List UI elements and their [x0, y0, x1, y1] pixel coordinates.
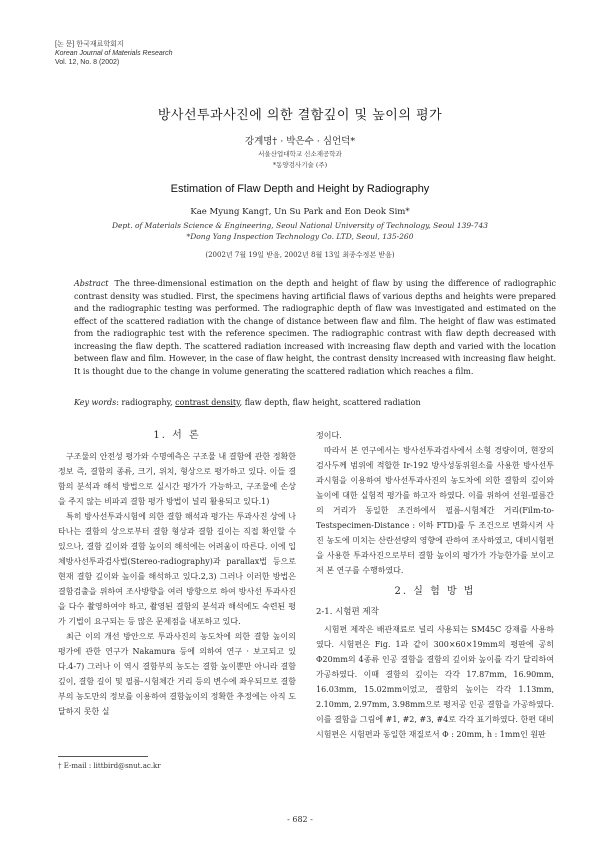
journal-volume: Vol. 12, No. 8 (2002): [55, 59, 120, 66]
journal-name-ko: [논 문] 한국재료학회지: [55, 41, 124, 48]
right-column: [316, 428, 554, 742]
section-heading-methods: 2. 실 험 방 법: [394, 586, 476, 597]
affiliation-english: [0, 220, 600, 242]
footnote-divider: [58, 756, 148, 757]
methods-paragraph-1: 시험편 제작은 배관재료로 널리 사용되는 SM45C 강재를 사용하였다. 시험편은 Fig. 1과 같이 300×60×19mm의 평판에 공히 Φ20mm의 4종류 인공 결함을 결함의 깊이와 높이를 각기 달리하여 가공하였다. 이때 결함의 깊이는 각각 17.87mm, 16.90mm, 16.03mm, 15.02mm이었고, 결함의 높이는 각각 1.13mm, 2.10mm, 2.97mm, 3.98mm으로 평저공 인공 결함을 가공하였다. 이를 결함을 그림에 #1, #2, #3, #4로 각각 표기하였다. 한편 대비시험편은 시험편과 동일한 재질로서 Φ : 20mm, h : 1mm인 원판: [316, 625, 554, 739]
title-english: Estimation of Flaw Depth and Height by Radiography: [170, 183, 430, 195]
keywords-post: , flaw depth, flaw height, scattered radiation: [239, 398, 421, 407]
keywords-pre: : radiography,: [116, 398, 176, 407]
affiliation-ko-1: 서울산업대학교 신소재공학과: [258, 150, 342, 158]
intro-paragraph-1: 구조물의 안전성 평가와 수명예측은 구조물 내 결함에 관한 정확한 정보 즉, 결함의 종류, 크기, 위치, 형상으로 평가하고 있다. 이들 결함의 분석과 해석 방법으로 실시간 평가가 가능하고, 구조물에 손상을 주지 않는 비파괴 결함 평가 방법이 널리 활용되고 있다.1): [58, 452, 296, 506]
keywords-underlined: contrast density: [175, 398, 240, 407]
abstract: [74, 278, 556, 378]
abstract-text: The three-dimensional estimation on the depth and height of flaw by using the difference of radiographic contrast density was studied. First, the specimens having artificial flaws of various depths and heights were prepared and the radiographic testing was performed. The radiographic depth of flaw was investigated and estimated on the effect of the scattered radiation with the change of distance between flaw and film. The height of flaw was estimated from the radiographic test with the reference specimen. The radiographic contrast with flaw depth decreased with increasing the flaw depth. The scattered radiation increased with increasing flaw depth and varied with the location between flaw and film. However, in the case of flaw height, the contrast density increased with increasing flaw height. It is thought due to the change in volume generating the scattered radiation which reaches a film.: [74, 279, 556, 376]
intro-continued: 정이다.: [316, 431, 342, 440]
journal-header: [55, 40, 173, 67]
affiliation-en-1: Dept. of Materials Science & Engineering, Seoul National University of Technology, Seoul 139-743: [111, 221, 489, 230]
title-korean: 방사선투과사진에 의한 결함깊이 및 높이의 평가: [157, 108, 443, 123]
affiliation-en-2: *Dong Yang Inspection Technology Co. LTD, Seoul, 135-260: [186, 232, 414, 241]
intro-paragraph-2: 특히 방사선투과시험에 의한 결함 해석과 평가는 투과사진 상에 나타나는 결함의 상으로부터 결함 형상과 결함 길이는 직접 확인할 수 있으나, 결함 깊이와 결함 높이의 해석에는 어려움이 따른다. 이에 입체방사선투과검사법(Stereo-radiography)과 parallax법 등으로 현재 결함 깊이와 높이를 해석하고 있다.2,3) 그러나 이러한 방법은 결함검출을 위하여 조사방향을 여러 방향으로 하여 방사선 투과사진을 다수 촬영하여야 하고, 촬영된 결함의 분석과 해석에도 숙련된 평가 기법이 요구되는 등 많은 문제점을 내포하고 있다.: [58, 512, 296, 626]
intro-paragraph-3: 최근 이의 개선 방안으로 투과사진의 농도차에 의한 결함 높이의 평가에 관한 연구가 Nakamura 등에 의하여 연구 · 보고되고 있다.4-7) 그러나 이 역시 결함부의 농도는 결함 높이뿐만 아니라 결함 깊이, 결함 길이 및 필름-시험체간 거리 등의 변수에 좌우되므로 결함부의 농도만의 정보를 이용하여 결함높이의 정확한 추정에는 아직 도달하지 못한 실: [58, 632, 296, 716]
page-number: - 682 -: [287, 815, 313, 824]
section-heading-introduction: 1. 서 론: [153, 430, 201, 441]
affiliation-ko-2: *동양검사기술 (주): [272, 161, 328, 169]
intro-paragraph-4: 따라서 본 연구에서는 방사선투과검사에서 소형 경량이며, 현장의 검사두께 범위에 적합한 Ir-192 방사성동위원소를 사용한 방사선투과시험을 이용하여 방사선투과사진의 농도차에 의한 결함의 깊이와 높이에 대한 실험적 평가를 하고자 하였다. 이를 위하여 선원-필름간의 거리가 동일한 조건하에서 필름-시험체간 거리(Film-to-Testspecimen-Distance : 이하 FTD)를 두 조건으로 변화시켜 사진 농도에 미치는 산란선량의 영향에 관하여 조사하였고, 대비시험편을 사용한 투과사진으로부터 결함 높이의 평가가 가능한가를 보이고저 본 연구를 수행하였다.: [316, 446, 554, 575]
journal-name-en: Korean Journal of Materials Research: [55, 50, 173, 57]
keywords: [74, 398, 556, 407]
footnote-email: † E-mail : littbird@snut.ac.kr: [58, 762, 161, 770]
authors-english: Kae Myung Kang†, Un Su Park and Eon Deok Sim*: [190, 207, 410, 217]
received-dates: (2002년 7월 19일 받음, 2002년 8월 13일 최종수정본 받음): [205, 251, 395, 259]
affiliation-korean: [0, 149, 600, 171]
keywords-label: Key words: [74, 398, 117, 407]
left-column: [58, 428, 296, 719]
abstract-label: Abstract: [74, 279, 109, 288]
authors-korean: 강계명† · 박은수 · 심언덕*: [244, 136, 356, 147]
subsection-heading: 2-1. 시험편 제작: [316, 607, 379, 617]
